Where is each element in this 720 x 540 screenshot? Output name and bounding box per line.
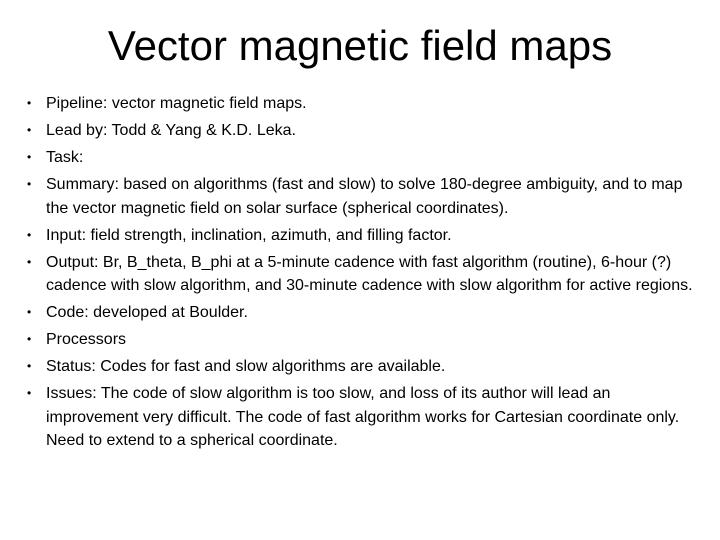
bullet-dot-icon: •	[27, 177, 32, 191]
bullet-item-pipeline	[0, 92, 720, 116]
bullet-item-summary	[0, 173, 720, 220]
bullet-text: Summary: based on algorithms (fast and slow) to solve 180-degree ambiguity, and to map the vector magnetic field on solar surface (spherical coordinates).	[46, 176, 683, 217]
bullet-list	[0, 92, 720, 456]
bullet-dot-icon: •	[27, 359, 32, 373]
bullet-text: Code: developed at Boulder.	[46, 304, 248, 321]
bullet-dot-icon: •	[27, 150, 32, 164]
bullet-item-status	[0, 355, 720, 379]
bullet-dot-icon: •	[27, 123, 32, 137]
bullet-dot-icon: •	[27, 227, 32, 242]
bullet-dot-icon: •	[27, 386, 32, 400]
bullet-text: Issues: The code of slow algorithm is too slow, and loss of its author will lead an improvement very difficult. The code of fast algorithm works for Cartesian coordinate only. Need to extend to a spherical coordinate.	[46, 385, 680, 449]
bullet-text: Input: field strength, inclination, azimuth, and filling factor.	[46, 226, 452, 244]
bullet-item-input	[0, 224, 720, 248]
bullet-item-issues	[0, 382, 720, 453]
bullet-dot-icon: •	[27, 254, 32, 269]
bullet-item-task	[0, 146, 720, 170]
bullet-item-output	[0, 251, 720, 298]
bullet-item-lead	[0, 119, 720, 143]
slide-title: Vector magnetic field maps	[107, 22, 613, 69]
bullet-text: Processors	[46, 331, 127, 348]
bullet-text: Output: Br, B_theta, B_phi at a 5-minute cadence with fast algorithm (routine), 6-hour (?) cadence with slow algorithm, and 30-minute cadence with slow algorithm for active regions.	[46, 253, 693, 294]
bullet-item-processors	[0, 328, 720, 352]
bullet-text: Lead by: Todd & Yang & K.D. Leka.	[46, 122, 296, 139]
bullet-dot-icon: •	[27, 96, 32, 110]
bullet-dot-icon: •	[27, 332, 32, 346]
bullet-text: Pipeline: vector magnetic field maps.	[46, 95, 307, 112]
bullet-text: Status: Codes for fast and slow algorithms are available.	[46, 358, 446, 375]
bullet-dot-icon: •	[27, 305, 32, 319]
bullet-text: Task:	[46, 149, 84, 166]
bullet-item-code	[0, 301, 720, 325]
